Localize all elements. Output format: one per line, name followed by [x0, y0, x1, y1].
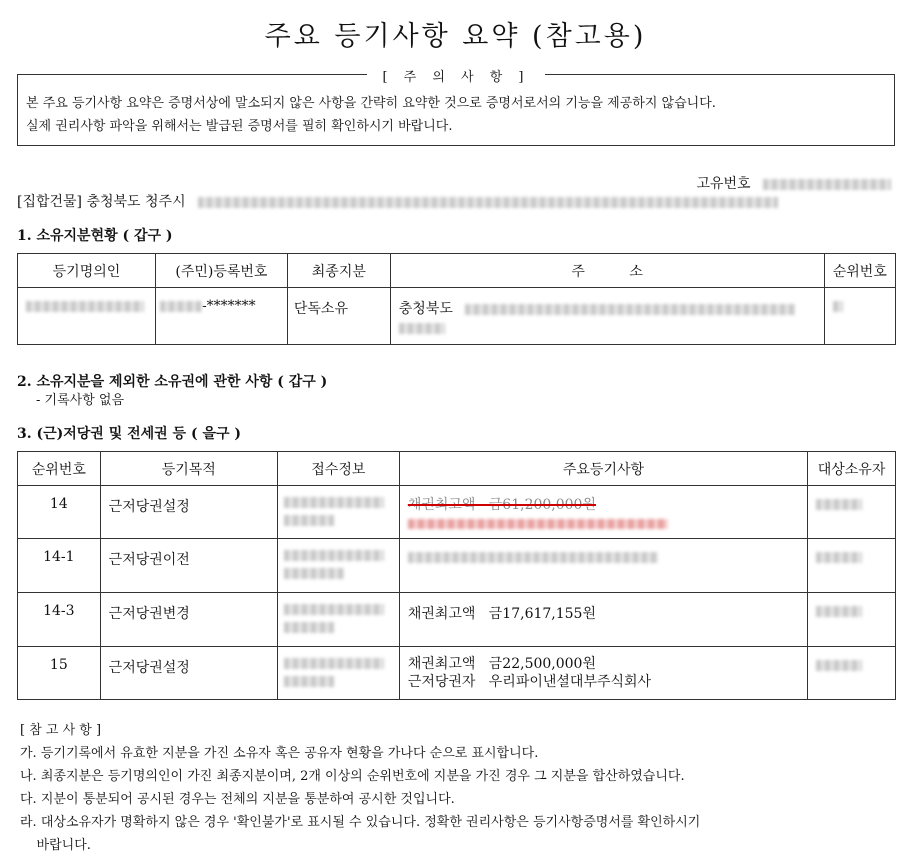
redacted-detail — [408, 519, 668, 529]
property-address — [17, 191, 778, 211]
section2-heading: 2. 소유지분을 제외한 소유권에 관한 사항 ( 갑구 ) — [17, 374, 328, 390]
notice-line-1: 본 주요 등기사항 요약은 증명서상에 말소되지 않은 사항을 간략히 요약한 것으로 증명서로서의 기능을 제공하지 않습니다. — [26, 96, 716, 111]
col-detail: 주요등기사항 — [399, 452, 807, 486]
purpose-cell: 근저당권설정 — [100, 647, 277, 700]
redacted-number — [763, 179, 891, 190]
owner-cell — [808, 593, 896, 647]
rank-cell: 14 — [18, 486, 101, 539]
detail-cell — [399, 647, 807, 700]
reference-notes — [20, 719, 700, 857]
redacted-address-2 — [399, 323, 445, 334]
redacted-receipt-2 — [284, 568, 344, 579]
detail-line-1: 채권최고액 금22,500,000원 — [407, 656, 596, 672]
owner-cell — [808, 486, 896, 539]
redacted-owner — [816, 499, 862, 510]
col-receipt: 접수정보 — [277, 452, 399, 486]
note-item: 나. 최종지분은 등기명의인이 가진 최종지분이며, 2개 이상의 순위번호에 지분을 가진 경우 그 지분을 합산하였습니다. — [20, 769, 685, 784]
redacted-receipt-2 — [284, 515, 334, 526]
redacted-owner — [816, 660, 862, 671]
purpose-cell: 근저당권설정 — [100, 486, 277, 539]
notice-line-2: 실제 권리사항 파악을 위해서는 발급된 증명서를 필히 확인하시기 바랍니다. — [26, 119, 453, 134]
redacted-address — [198, 197, 778, 208]
receipt-cell — [277, 539, 399, 593]
rank-cell: 15 — [18, 647, 101, 700]
notes-heading: [ 참 고 사 항 ] — [20, 723, 102, 738]
table-row — [18, 486, 896, 539]
redacted-id — [160, 301, 202, 312]
table-row — [18, 539, 896, 593]
col-address: 주 소 — [390, 254, 824, 288]
share-cell: 단독소유 — [287, 288, 390, 345]
redacted-receipt — [284, 658, 384, 669]
table-row — [18, 647, 896, 700]
unique-number — [696, 173, 891, 193]
notice-label: [ 주 의 사 항 ] — [382, 70, 530, 85]
rank-cell — [824, 288, 895, 345]
purpose-cell: 근저당권이전 — [100, 539, 277, 593]
col-purpose: 등기목적 — [100, 452, 277, 486]
note-item: 가. 등기기록에서 유효한 지분을 가진 소유자 혹은 공유자 현황을 가나다 순으로 표시합니다. — [20, 746, 539, 761]
detail-struck: 채권최고액 금61,200,000원 — [407, 497, 596, 513]
property-address-text: [집합건물] 충청북도 청주시 — [17, 194, 186, 210]
owner-cell — [808, 647, 896, 700]
address-prefix: 충청북도 — [398, 301, 453, 317]
note-item: 바랍니다. — [20, 838, 91, 853]
redacted-receipt — [284, 550, 384, 561]
redacted-owner — [816, 606, 862, 617]
mortgage-table — [17, 451, 896, 700]
redacted-address-1 — [465, 304, 795, 315]
rank-cell: 14-1 — [18, 539, 101, 593]
section1-heading: 1. 소유지분현황 ( 갑구 ) — [17, 228, 173, 244]
redacted-receipt — [284, 497, 384, 508]
table-row — [18, 288, 896, 345]
detail-cell — [399, 486, 807, 539]
detail-cell: 채권최고액 금17,617,155원 — [399, 593, 807, 647]
note-item: 다. 지분이 통분되어 공시된 경우는 전체의 지분을 통분하여 공시한 것입니다. — [20, 792, 455, 807]
ownership-table — [17, 253, 896, 345]
col-rank: 순위번호 — [824, 254, 895, 288]
table-row — [18, 593, 896, 647]
redacted-receipt-2 — [284, 676, 334, 687]
redacted-receipt — [284, 604, 384, 615]
owner-cell — [18, 288, 156, 345]
unique-number-label: 고유번호 — [696, 176, 751, 192]
col-rank: 순위번호 — [18, 452, 101, 486]
section3-heading: 3. (근)저당권 및 전세권 등 ( 을구 ) — [17, 426, 241, 442]
note-item: 라. 대상소유자가 명확하지 않은 경우 '확인불가'로 표시될 수 있습니다. 정확한 권리사항은 등기사항증명서를 확인하시기 — [20, 815, 701, 830]
purpose-cell: 근저당권변경 — [100, 593, 277, 647]
redacted-owner — [816, 552, 862, 563]
page-title: 주요 등기사항 요약 (참고용) — [264, 21, 647, 52]
receipt-cell — [277, 647, 399, 700]
notice-text — [26, 92, 716, 138]
col-id: (주민)등록번호 — [155, 254, 287, 288]
redacted-owner — [26, 301, 144, 312]
section2-note: - 기록사항 없음 — [36, 393, 125, 408]
id-suffix: -******* — [201, 298, 256, 314]
redacted-receipt-2 — [284, 622, 334, 633]
detail-line-2: 근저당권자 우리파이낸셜대부주식회사 — [407, 674, 652, 690]
receipt-cell — [277, 486, 399, 539]
address-cell — [390, 288, 824, 345]
rank-cell: 14-3 — [18, 593, 101, 647]
col-owner: 등기명의인 — [18, 254, 156, 288]
redacted-detail — [408, 552, 658, 563]
detail-cell — [399, 539, 807, 593]
col-share: 최종지분 — [287, 254, 390, 288]
redacted-rank — [833, 301, 843, 312]
owner-cell — [808, 539, 896, 593]
receipt-cell — [277, 593, 399, 647]
id-cell — [155, 288, 287, 345]
col-owner: 대상소유자 — [808, 452, 896, 486]
